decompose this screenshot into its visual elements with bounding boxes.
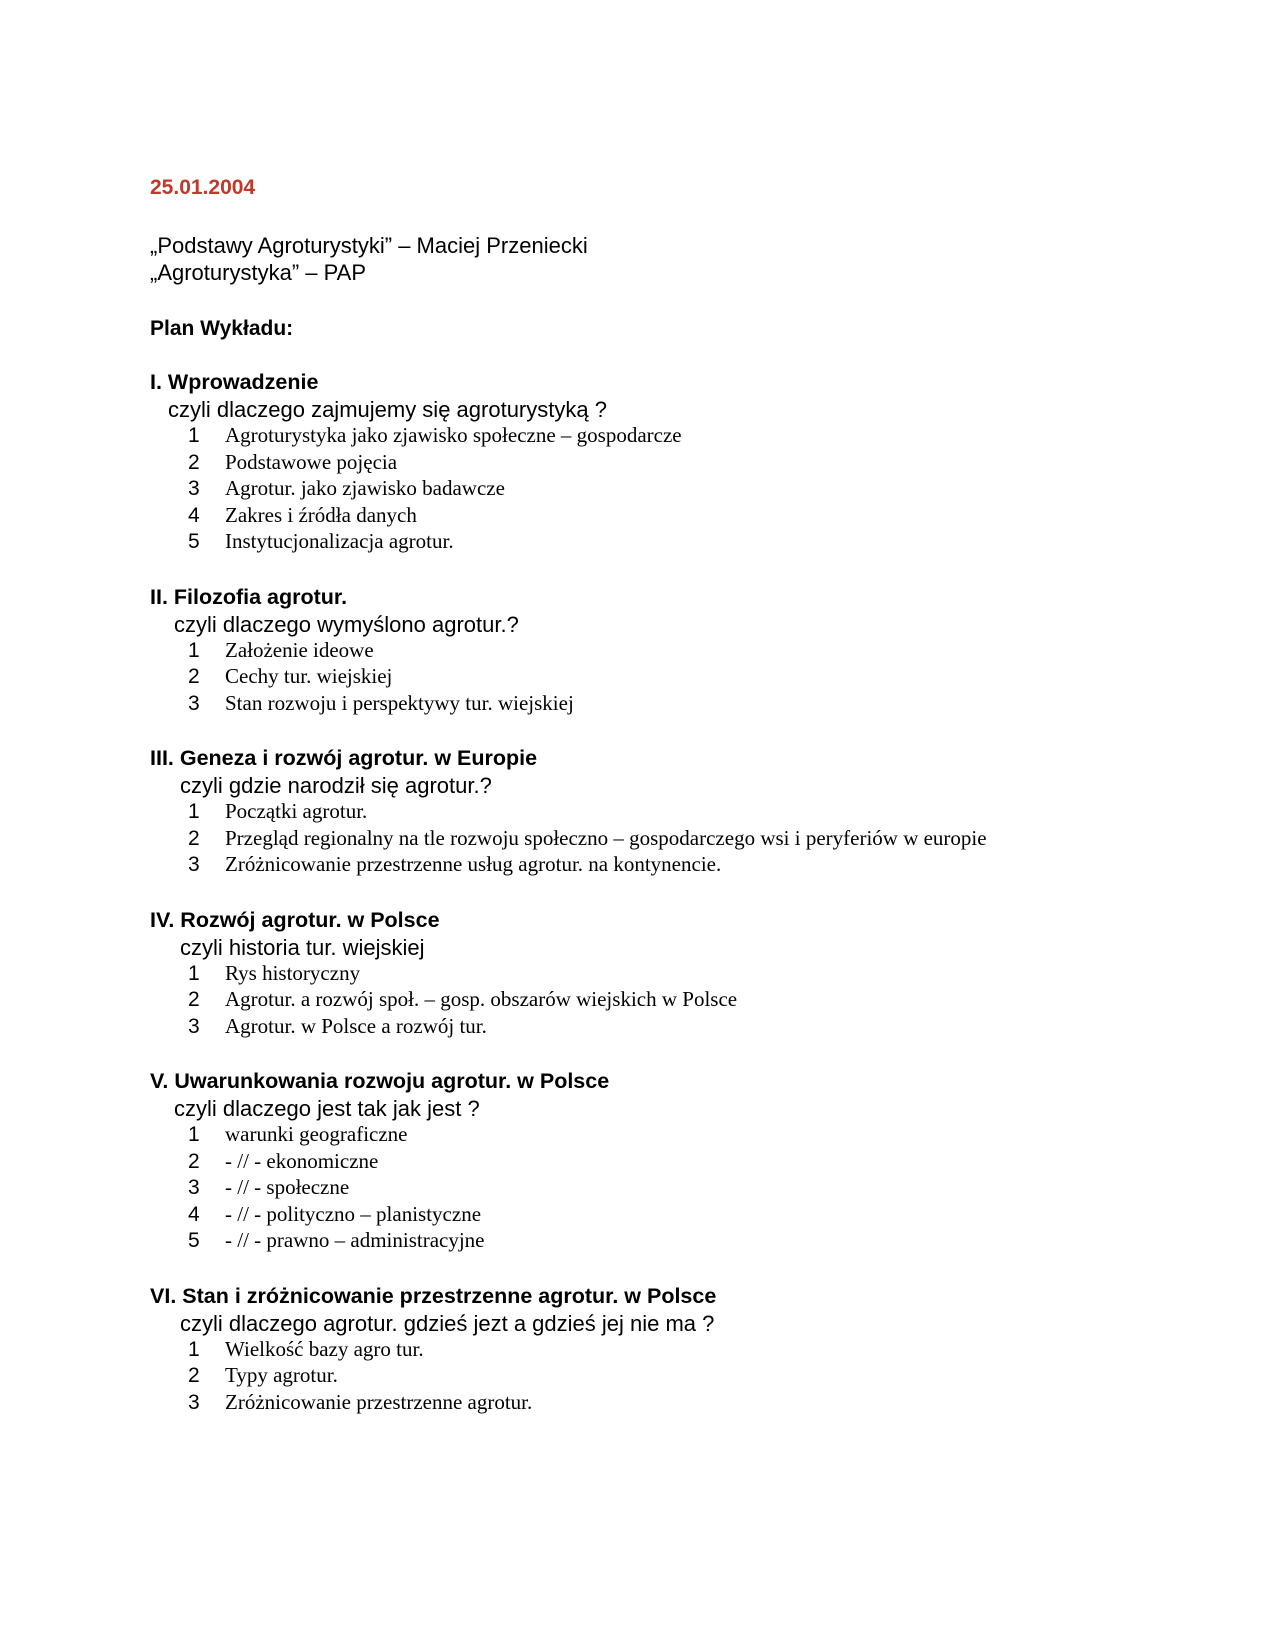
section-items — [150, 423, 1210, 556]
document-date: 25.01.2004 — [150, 176, 256, 199]
lecture-section — [150, 369, 1210, 556]
list-item — [150, 1202, 1210, 1229]
item-text: Cechy tur. wiejskiej — [225, 664, 393, 688]
item-number: 4 — [188, 1202, 200, 1226]
item-number: 1 — [188, 424, 200, 447]
item-text: warunki geograficzne — [225, 1122, 408, 1146]
item-number: 1 — [188, 961, 200, 985]
list-item — [150, 529, 1210, 556]
item-number: 2 — [188, 1364, 200, 1387]
item-text: Zróżnicowanie przestrzenne agrotur. — [225, 1389, 533, 1414]
plan-title: Plan Wykładu: — [150, 317, 294, 340]
section-items — [150, 1122, 1210, 1255]
item-text: Zróżnicowanie przestrzenne usług agrotur. na kontynencie. — [225, 852, 722, 876]
item-text: Podstawowe pojęcia — [225, 449, 398, 474]
list-item — [150, 852, 1210, 879]
item-text: Wielkość bazy agro tur. — [225, 1336, 424, 1361]
section-items — [150, 961, 1210, 1041]
item-number: 2 — [188, 1149, 200, 1173]
item-text: - // - polityczno – planistyczne — [225, 1201, 482, 1226]
item-number: 2 — [188, 826, 200, 850]
section-title: III. Geneza i rozwój agrotur. w Europie — [150, 746, 538, 770]
list-item — [150, 961, 1210, 988]
list-item — [150, 1014, 1210, 1041]
item-text: Zakres i źródła danych — [225, 502, 417, 527]
section-title: V. Uwarunkowania rozwoju agrotur. w Polsce — [150, 1069, 610, 1093]
section-subtitle: czyli gdzie narodził się agrotur.? — [180, 773, 492, 798]
item-text: Instytucjonalizacja agrotur. — [225, 529, 454, 553]
section-title: I. Wprowadzenie — [150, 370, 319, 394]
item-text: Stan rozwoju i perspektywy tur. wiejskiej — [225, 690, 574, 715]
item-number: 2 — [188, 450, 200, 474]
item-text: Agrotur. a rozwój społ. – gosp. obszarów wiejskich w Polsce — [225, 987, 738, 1011]
item-text: - // - społeczne — [225, 1175, 350, 1199]
list-item — [150, 1175, 1210, 1202]
reference-line: „Podstawy Agroturystyki” – Maciej Przeniecki — [150, 233, 588, 258]
section-subtitle: czyli dlaczego wymyślono agrotur.? — [174, 611, 519, 637]
item-number: 4 — [188, 503, 200, 527]
section-subtitle: czyli dlaczego zajmujemy się agroturystyką ? — [168, 397, 607, 422]
document-content — [150, 176, 1210, 1444]
item-number: 3 — [188, 691, 200, 715]
item-number: 3 — [188, 1390, 200, 1414]
section-subtitle: czyli dlaczego jest tak jak jest ? — [174, 1096, 480, 1121]
item-number: 5 — [188, 530, 200, 553]
item-number: 3 — [188, 1014, 200, 1038]
references — [150, 232, 1210, 286]
list-item — [150, 423, 1210, 450]
section-title: II. Filozofia agrotur. — [150, 584, 348, 609]
section-title: IV. Rozwój agrotur. w Polsce — [150, 907, 440, 932]
list-item — [150, 1122, 1210, 1149]
list-item — [150, 664, 1210, 691]
item-number: 2 — [188, 988, 200, 1011]
item-number: 1 — [188, 638, 200, 662]
item-text: Początki agrotur. — [225, 799, 368, 823]
lecture-section — [150, 1283, 1210, 1417]
item-text: Założenie ideowe — [225, 637, 374, 662]
list-item — [150, 987, 1210, 1014]
list-item — [150, 1149, 1210, 1176]
lecture-sections — [150, 369, 1210, 1416]
lecture-section — [150, 907, 1210, 1041]
reference-line: „Agroturystyka” – PAP — [150, 260, 366, 285]
section-subtitle: czyli dlaczego agrotur. gdzieś jezt a gdzieś jej nie ma ? — [180, 1310, 715, 1336]
list-item — [150, 799, 1210, 826]
list-item — [150, 1228, 1210, 1255]
item-text: Rys historyczny — [225, 960, 361, 985]
list-item — [150, 1363, 1210, 1390]
item-number: 3 — [188, 477, 200, 500]
section-items — [150, 1337, 1210, 1417]
list-item — [150, 503, 1210, 530]
item-number: 1 — [188, 800, 200, 823]
item-text: Agrotur. jako zjawisko badawcze — [225, 476, 505, 500]
list-item — [150, 826, 1210, 853]
section-title: VI. Stan i zróżnicowanie przestrzenne agrotur. w Polsce — [150, 1283, 717, 1308]
section-items — [150, 638, 1210, 718]
list-item — [150, 638, 1210, 665]
item-number: 5 — [188, 1229, 200, 1252]
item-text: Agroturystyka jako zjawisko społeczne – gospodarcze — [225, 423, 682, 447]
item-number: 3 — [188, 853, 200, 876]
list-item — [150, 450, 1210, 477]
lecture-section — [150, 745, 1210, 879]
item-text: - // - ekonomiczne — [225, 1148, 379, 1173]
item-number: 1 — [188, 1123, 200, 1146]
section-items — [150, 799, 1210, 879]
item-text: Agrotur. w Polsce a rozwój tur. — [225, 1013, 487, 1038]
item-text: - // - prawno – administracyjne — [225, 1228, 485, 1252]
list-item — [150, 476, 1210, 503]
item-text: Typy agrotur. — [225, 1363, 338, 1387]
list-item — [150, 1390, 1210, 1417]
item-number: 3 — [188, 1176, 200, 1199]
list-item — [150, 691, 1210, 718]
item-number: 1 — [188, 1337, 200, 1361]
lecture-section — [150, 1068, 1210, 1255]
lecture-section — [150, 584, 1210, 718]
item-text: Przegląd regionalny na tle rozwoju społeczno – gospodarczego wsi i peryferiów w europie — [225, 825, 987, 850]
section-subtitle: czyli historia tur. wiejskiej — [180, 934, 425, 960]
list-item — [150, 1337, 1210, 1364]
item-number: 2 — [188, 665, 200, 688]
